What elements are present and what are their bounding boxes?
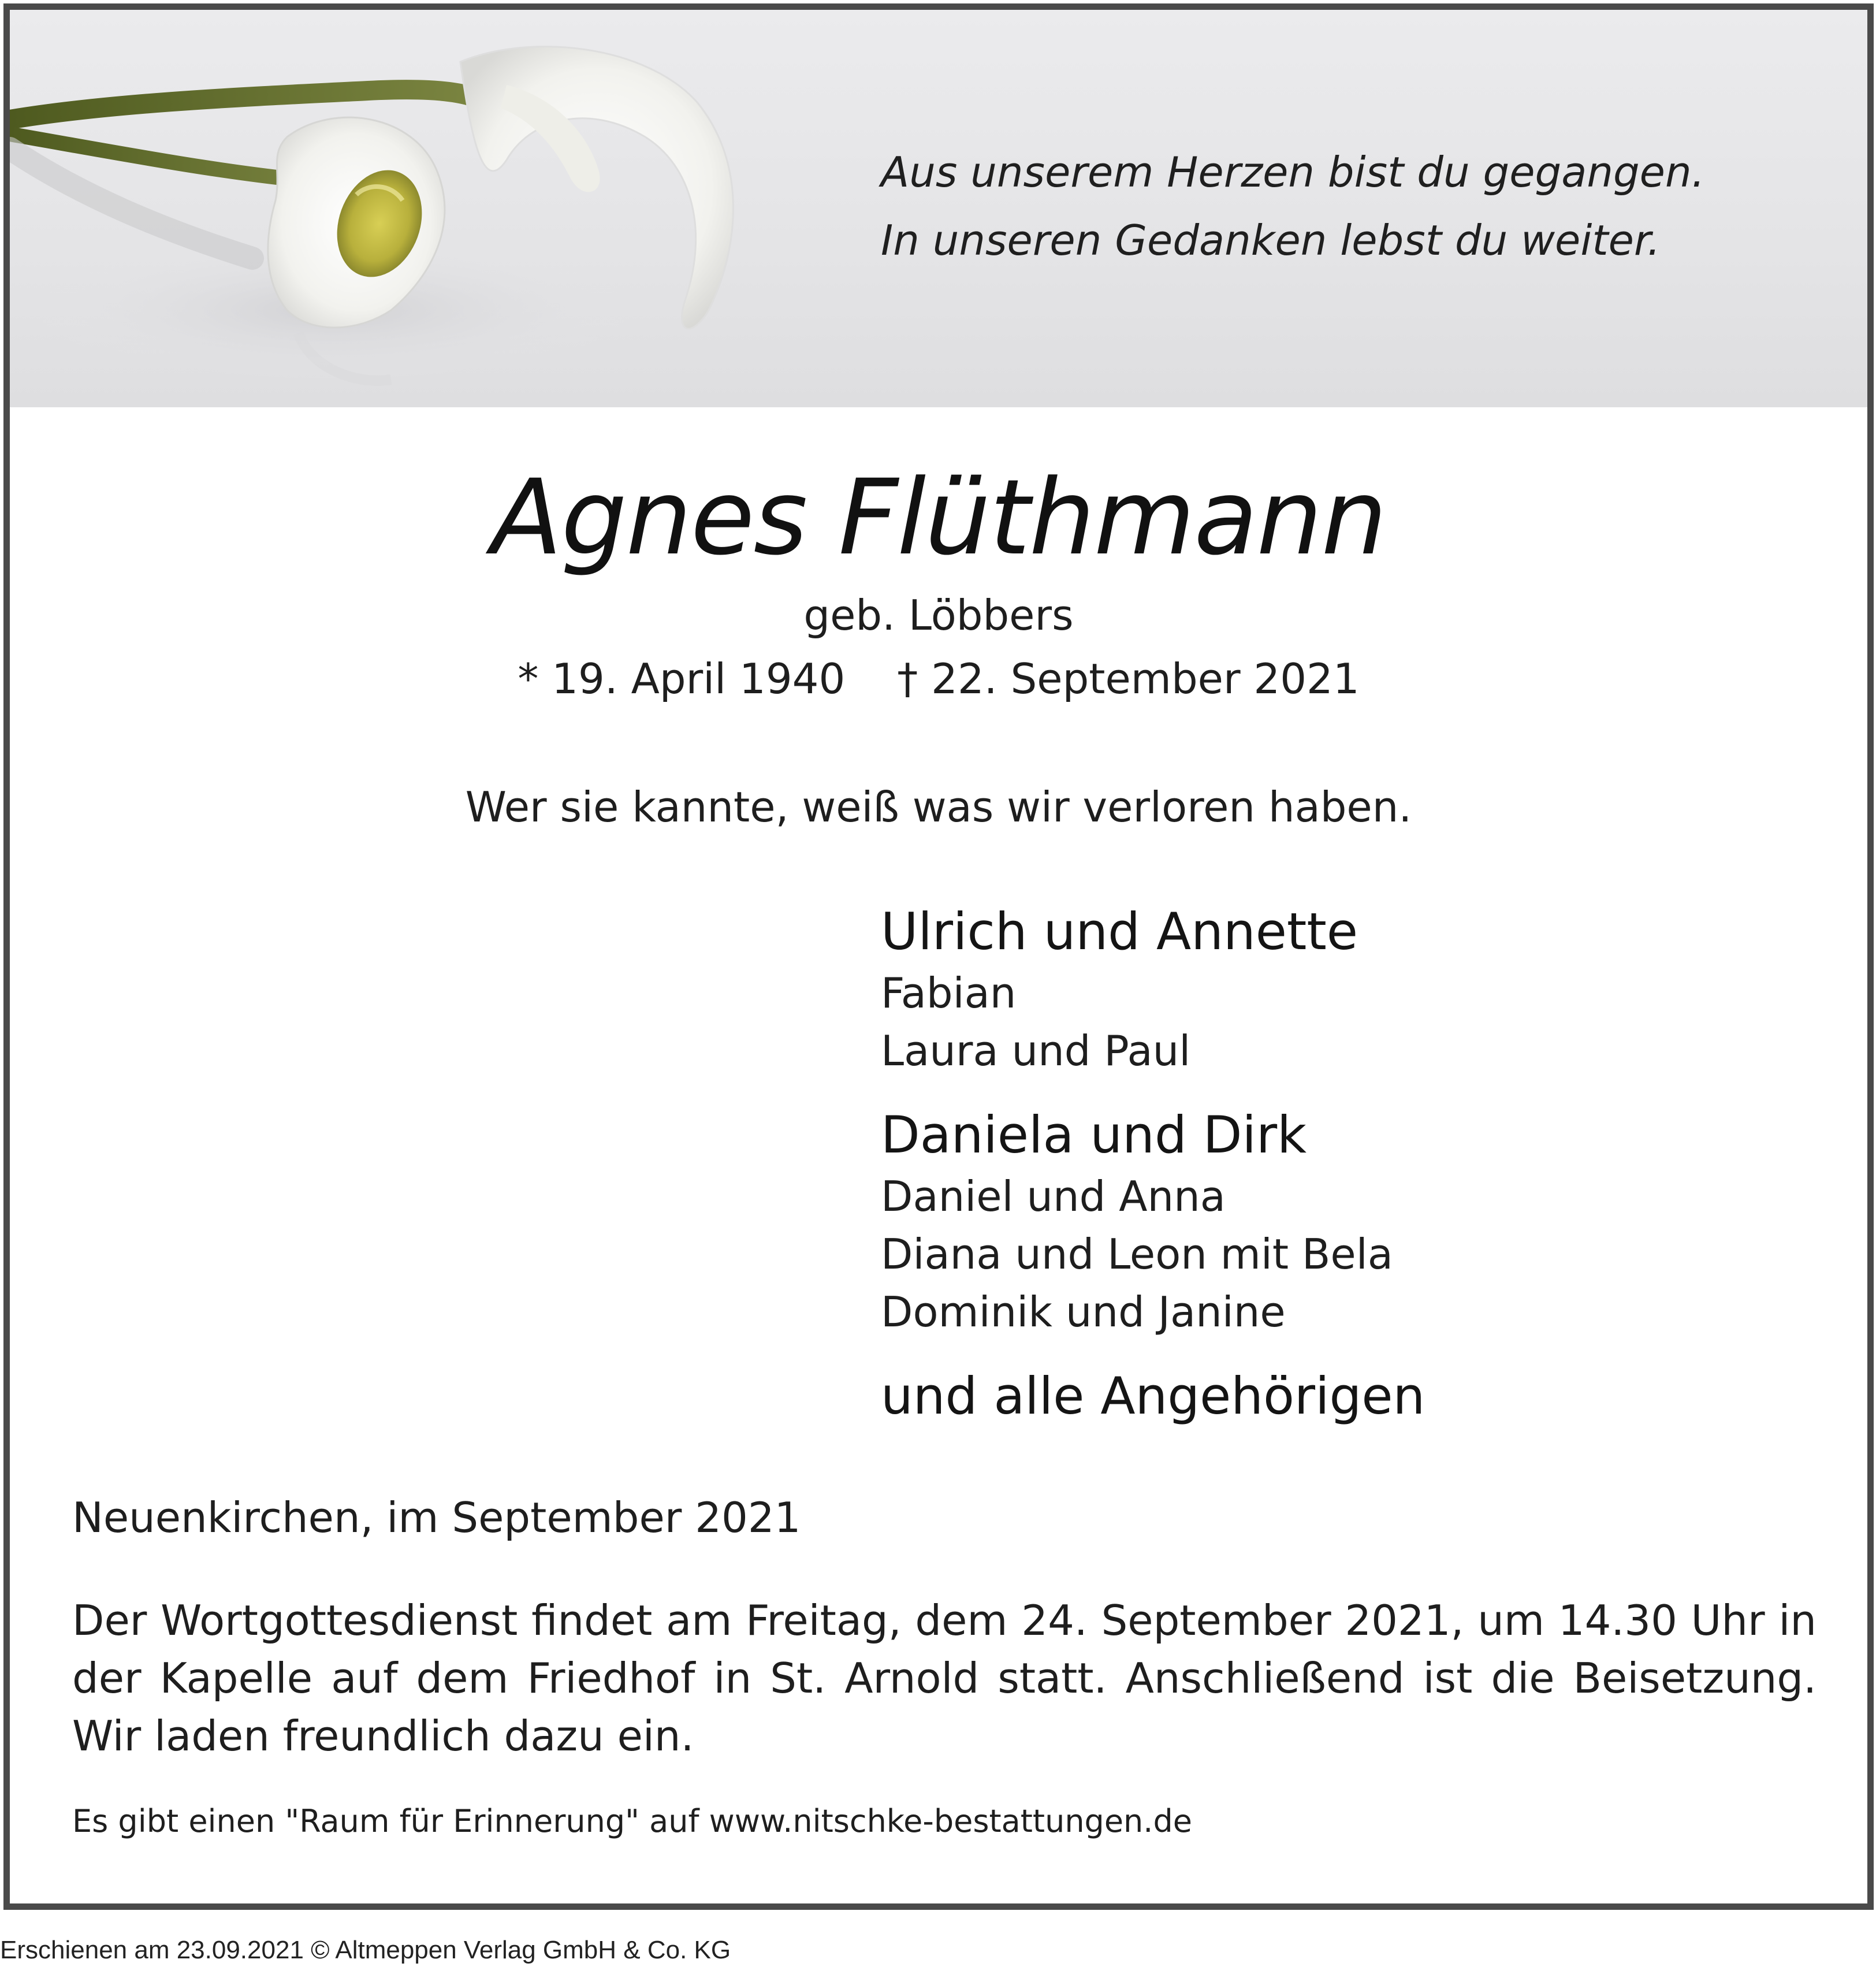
quote-line-1: Aus unserem Herzen bist du gegangen. xyxy=(881,148,1705,196)
mourner-member: Laura und Paul xyxy=(881,1027,1191,1075)
mourner-group xyxy=(881,899,1425,1080)
obituary-frame xyxy=(3,3,1874,1910)
mourner-group-head: Ulrich und Annette xyxy=(881,902,1358,961)
mourner-member: Dominik und Janine xyxy=(881,1288,1286,1336)
quote-line-2: In unseren Gedanken lebst du weiter. xyxy=(881,216,1661,265)
place-and-date: Neuenkirchen, im September 2021 xyxy=(72,1493,801,1542)
mourner-member: Fabian xyxy=(881,969,1017,1017)
maiden-name: geb. Löbbers xyxy=(803,591,1074,639)
service-announcement: Der Wortgottesdienst findet am Freitag, dem 24. September 2021, um 14.30 Uhr in der Kapelle auf dem Friedhof in St. Arnold statt. Anschließend ist die Beisetzung. Wir laden freundlich dazu ein. xyxy=(72,1596,1817,1760)
mourners-closing: und alle Angehörigen xyxy=(881,1366,1425,1426)
motto: Wer sie kannte, weiß was wir verloren haben. xyxy=(465,783,1412,831)
death-date: † 22. September 2021 xyxy=(897,655,1360,703)
mourner-member: Diana und Leon mit Bela xyxy=(881,1230,1393,1278)
memorial-quote xyxy=(881,138,1704,274)
deceased-name: Agnes Flüthmann xyxy=(491,458,1386,578)
remembrance-note: Es gibt einen "Raum für Erinnerung" auf www.nitschke-bestattungen.de xyxy=(72,1803,1192,1839)
header-banner xyxy=(10,10,1867,407)
calla-lily-image xyxy=(10,10,818,407)
publication-footer: Erschienen am 23.09.2021 © Altmeppen Verlag GmbH & Co. KG xyxy=(0,1936,731,1964)
birth-date: * 19. April 1940 xyxy=(518,655,846,703)
mourners-list xyxy=(881,899,1425,1429)
mourner-member: Daniel und Anna xyxy=(881,1172,1226,1221)
mourner-group xyxy=(881,1103,1425,1341)
life-dates xyxy=(10,650,1867,708)
mourner-group-head: Daniela und Dirk xyxy=(881,1105,1307,1165)
